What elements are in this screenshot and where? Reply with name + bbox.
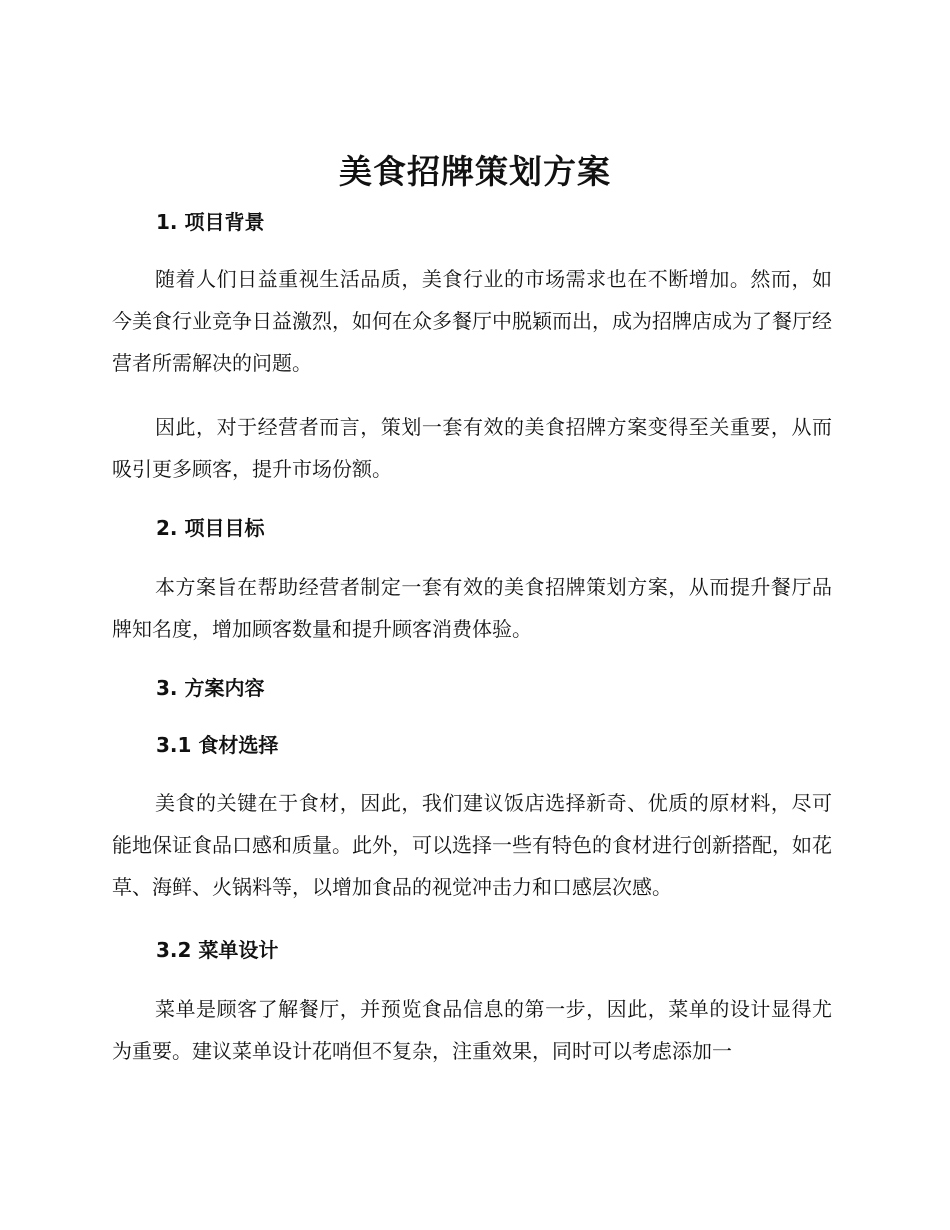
paragraph-background-1: 随着人们日益重视生活品质，美食行业的市场需求也在不断增加。然而，如今美食行业竞争日益激烈，如何在众多餐厅中脱颖而出，成为招牌店成为了餐厅经营者所需解决的问题。 — [112, 267, 832, 375]
section-heading-menu-design: 3.2 菜单设计 — [156, 938, 279, 962]
document-title: 美食招牌策划方案 — [339, 152, 611, 191]
section-heading-ingredients: 3.1 食材选择 — [156, 733, 279, 757]
paragraph-goals: 本方案旨在帮助经营者制定一套有效的美食招牌策划方案，从而提升餐厅品牌知名度，增加顾客数量和提升顾客消费体验。 — [112, 575, 832, 641]
paragraph-menu-design: 菜单是顾客了解餐厅，并预览食品信息的第一步，因此，菜单的设计显得尤为重要。建议菜单设计花哨但不复杂，注重效果，同时可以考虑添加一 — [112, 997, 832, 1063]
paragraph-ingredients: 美食的关键在于食材，因此，我们建议饭店选择新奇、优质的原材料，尽可能地保证食品口感和质量。此外，可以选择一些有特色的食材进行创新搭配，如花草、海鲜、火锅料等，以增加食品的视觉冲击力和口感层次感。 — [112, 791, 832, 899]
section-heading-goals: 2. 项目目标 — [156, 516, 265, 540]
section-heading-content: 3. 方案内容 — [156, 676, 265, 700]
paragraph-background-2: 因此，对于经营者而言，策划一套有效的美食招牌方案变得至关重要，从而吸引更多顾客，提升市场份额。 — [112, 415, 832, 481]
section-heading-background: 1. 项目背景 — [156, 210, 265, 234]
